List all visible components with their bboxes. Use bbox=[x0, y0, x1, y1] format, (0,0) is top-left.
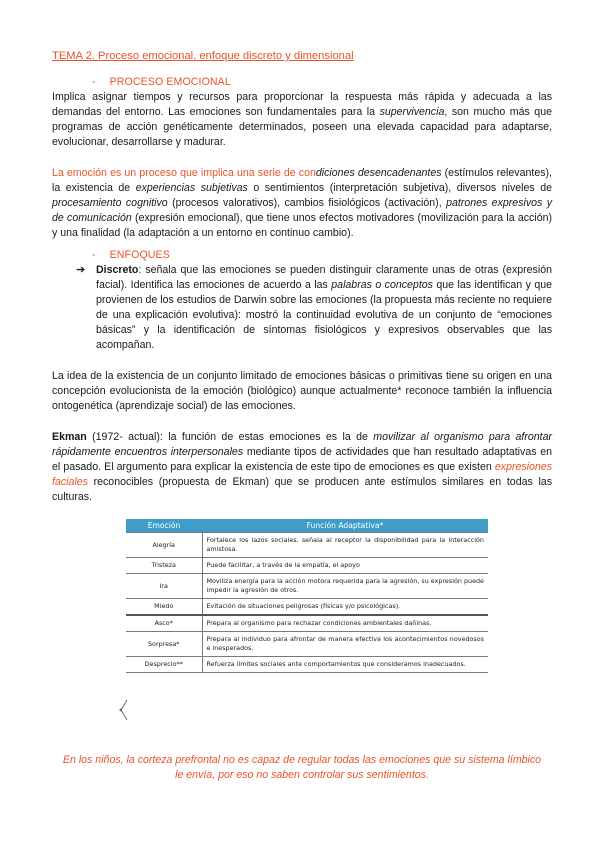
emotion-table bbox=[126, 519, 488, 673]
text-run: mediante tipos de actividades que han resultado adaptativas en el pasado. El argumento para explicar la existencia de este tipo de emociones es que existen bbox=[52, 446, 552, 473]
section-label: PROCESO EMOCIONAL bbox=[109, 76, 231, 88]
text-italic: procesamiento cognitivo bbox=[52, 197, 168, 209]
text-run: (expresión emocional), que tiene unos efectos motivadores (movilización para la acción) y una finalidad (la adaptación a un entorno en continuo cambio). bbox=[52, 212, 553, 239]
table-cell-emotion: Asco* bbox=[126, 615, 202, 632]
text-italic: patrones expresivos y de comunicación bbox=[52, 197, 553, 224]
text-run: Implica asignar tiempos y recursos para proporcionar la respuesta más rápida y adecuada a las demandas del entorno. Las emociones son fundamentales para la bbox=[52, 91, 552, 118]
paragraph-proceso bbox=[52, 90, 552, 150]
table-cell-emotion: Ira bbox=[126, 574, 202, 599]
table-cell-function: Fortalece los lazos sociales, señala al receptor la disponibilidad para la interacción amistosa. bbox=[202, 533, 488, 558]
text-run: (procesos valorativos), cambios fisiológicos (activación), bbox=[167, 197, 447, 209]
footer-note: En los niños, la corteza prefrontal no es capaz de regular todas las emociones que su sistema límbico le envía, por eso no saben controlar sus sentimientos. bbox=[62, 754, 542, 781]
table-row bbox=[126, 632, 488, 657]
table-row bbox=[126, 558, 488, 574]
section-dash: - bbox=[92, 76, 96, 88]
document-page bbox=[52, 50, 552, 673]
table-cell-function: Puede facilitar, a través de la empatía, el apoyo bbox=[202, 558, 488, 574]
text-run: (1972- actual): la función de estas emociones es la de bbox=[86, 431, 374, 443]
text-italic: diciones desencadenantes bbox=[315, 167, 442, 179]
table-cell-emotion: Alegría bbox=[126, 533, 202, 558]
table-row bbox=[126, 574, 488, 599]
section-dash: - bbox=[92, 249, 96, 261]
table-header-funcion: Función Adaptativa* bbox=[202, 519, 488, 533]
text-run: (estímulos relevantes), la existencia de bbox=[52, 167, 552, 194]
text-italic-highlight: expresiones faciales bbox=[52, 461, 552, 488]
table-header-row bbox=[126, 519, 488, 533]
table-cell-function: Moviliza energía para la acción motora requerida para la agresión, su expresión puede impedir la agresión de otros. bbox=[202, 574, 488, 599]
bullet-discreto bbox=[76, 263, 552, 353]
text-italic: movilizar al organismo para afrontar rápidamente encuentros interpersonales bbox=[52, 431, 552, 458]
text-run: , son mucho más que programas de acción genéticamente determinados, poseen una elevada capacidad para adaptarse, evolucionar, desarrollarse y madurar. bbox=[52, 106, 552, 148]
table-cell-function: Evitación de situaciones peligrosas (físicas y/o psicológicas). bbox=[202, 599, 488, 616]
text-run: o sentimientos (interpretación subjetiva), diversos niveles de bbox=[247, 182, 553, 194]
text-run: que las identifican y que provienen de los estudios de Darwin sobre las emociones (la propuesta más reciente no requiere de una explicación evolutiva): mostró la continuidad evolutiva de un conjunto de “emociones básicas” y la identificación de síntomas fisiológicos y expresivos observables que las acompañan. bbox=[96, 279, 552, 351]
table-row bbox=[126, 599, 488, 616]
bullet-text bbox=[96, 263, 552, 353]
paragraph-ekman bbox=[52, 430, 552, 505]
table-cell-function: Refuerza límites sociales ante comportamientos que consideramos inadecuados. bbox=[202, 657, 488, 673]
table-cell-emotion: Tristeza bbox=[126, 558, 202, 574]
table-row bbox=[126, 657, 488, 673]
table-row bbox=[126, 615, 488, 632]
text-italic: supervivencia bbox=[379, 106, 445, 118]
table-resize-handle-icon[interactable] bbox=[118, 698, 128, 722]
text-highlight: La emoción es un proceso que implica una serie de con bbox=[52, 167, 316, 179]
text-italic: experiencias subjetivas bbox=[135, 182, 248, 194]
text-run: : señala que las emociones se pueden distinguir claramente unas de otras (expresión facial). Identifica las emociones de acuerdo a las bbox=[96, 264, 552, 291]
text-italic: palabras o conceptos bbox=[331, 279, 433, 291]
section-heading-proceso bbox=[92, 76, 552, 88]
arrow-icon: ➔ bbox=[76, 264, 86, 276]
table-cell-function: Prepara al individuo para afrontar de manera efectiva los acontecimientos novedosos e inesperados. bbox=[202, 632, 488, 657]
section-label: ENFOQUES bbox=[109, 249, 170, 261]
table-cell-emotion: Desprecio** bbox=[126, 657, 202, 673]
text-bold: Ekman bbox=[52, 431, 87, 443]
table-row bbox=[126, 533, 488, 558]
table-cell-emotion: Sorpresa* bbox=[126, 632, 202, 657]
text-bold: Discreto bbox=[96, 264, 139, 276]
table-cell-function: Prepara al organismo para rechazar condiciones ambientales dañinas. bbox=[202, 615, 488, 632]
paragraph-emocion bbox=[52, 166, 552, 241]
text-run: reconocibles (propuesta de Ekman) que se producen ante estímulos similares en todas las culturas. bbox=[52, 476, 552, 503]
page-title: TEMA 2. Proceso emocional, enfoque discreto y dimensional bbox=[52, 50, 354, 62]
section-heading-enfoques bbox=[92, 249, 552, 261]
table-cell-emotion: Miedo bbox=[126, 599, 202, 616]
table-header-emocion: Emoción bbox=[126, 519, 202, 533]
paragraph-idea: La idea de la existencia de un conjunto limitado de emociones básicas o primitivas tiene su origen en una concepción evolucionista de la emoción (biológico) aunque actualmente* reconoce también la influencia ontogenética (aprendizaje social) de las emociones. bbox=[52, 370, 552, 412]
